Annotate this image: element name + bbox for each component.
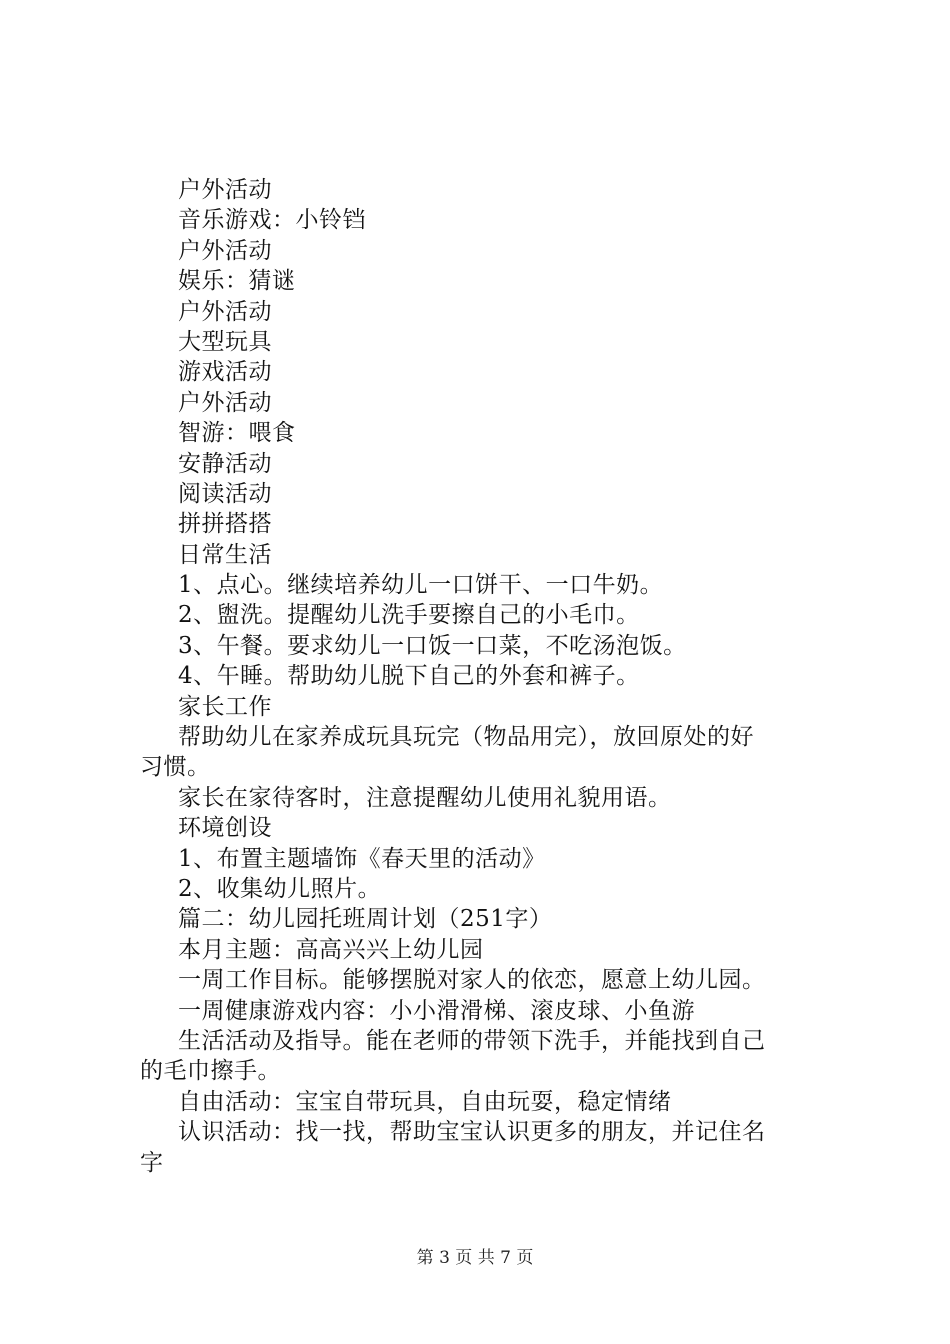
text-line: 音乐游戏：小铃铛 [178, 207, 366, 234]
paragraph-line: 自由活动：宝宝自带玩具，自由玩耍，稳定情绪 [178, 1088, 672, 1115]
paragraph-line: 生活活动及指导。能在老师的带领下洗手，并能找到自己 [178, 1027, 766, 1054]
paragraph-line: 本月主题：高高兴兴上幼儿园 [178, 936, 484, 963]
text-line: 户外活动 [178, 389, 272, 416]
text-line: 大型玩具 [178, 328, 272, 355]
page-number-footer: 第 3 页 共 7 页 [416, 1248, 534, 1268]
paragraph-line: 习惯。 [140, 754, 211, 781]
paragraph-line: 家长在家待客时，注意提醒幼儿使用礼貌用语。 [178, 784, 672, 811]
paragraph-line: 字 [140, 1149, 164, 1176]
paragraph-line: 一周工作目标。能够摆脱对家人的依恋，愿意上幼儿园。 [178, 967, 766, 994]
list-item: 4、午睡。帮助幼儿脱下自己的外套和裤子。 [178, 663, 640, 690]
text-line: 阅读活动 [178, 480, 272, 507]
text-line: 户外活动 [178, 177, 272, 203]
document-body [140, 175, 830, 1178]
text-line: 游戏活动 [178, 359, 272, 386]
list-item: 1、点心。继续培养幼儿一口饼干、一口牛奶。 [178, 572, 664, 599]
list-item: 1、布置主题墙饰《春天里的活动》 [178, 845, 546, 872]
text-line: 户外活动 [178, 237, 272, 264]
text-line: 拼拼搭搭 [178, 511, 272, 538]
list-item: 3、午餐。要求幼儿一口饭一口菜，不吃汤泡饭。 [178, 632, 687, 659]
paragraph-line: 认识活动：找一找，帮助宝宝认识更多的朋友，并记住名 [178, 1119, 766, 1146]
section-heading: 环境创设 [178, 815, 272, 842]
text-line: 娱乐：猜谜 [178, 268, 296, 295]
paragraph-line: 的毛巾擦手。 [140, 1058, 281, 1085]
text-line: 户外活动 [178, 298, 272, 325]
paragraph-line: 帮助幼儿在家养成玩具玩完（物品用完），放回原处的好 [178, 724, 754, 751]
text-line: 智游：喂食 [178, 420, 296, 447]
list-item: 2、盥洗。提醒幼儿洗手要擦自己的小毛巾。 [178, 602, 640, 629]
paragraph-line: 一周健康游戏内容：小小滑滑梯、滚皮球、小鱼游 [178, 997, 695, 1024]
article-title: 篇二：幼儿园托班周计划（251字） [178, 906, 553, 933]
text-line: 安静活动 [178, 450, 272, 477]
section-heading: 日常生活 [178, 541, 272, 568]
list-item: 2、收集幼儿照片。 [178, 875, 382, 902]
section-heading: 家长工作 [178, 693, 272, 720]
